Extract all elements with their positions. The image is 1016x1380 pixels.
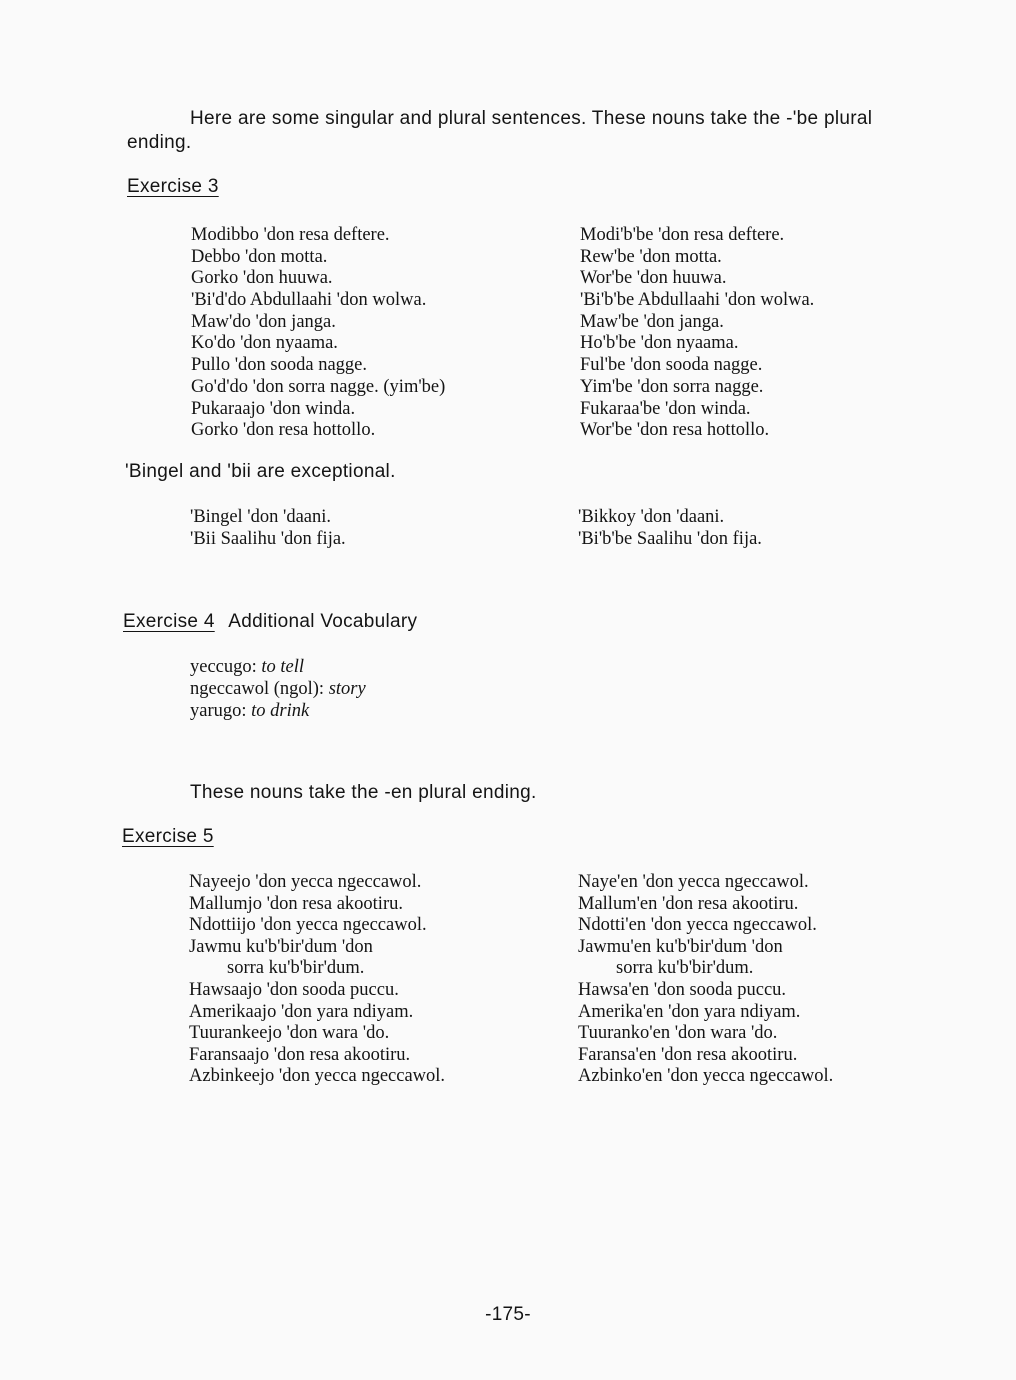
- sentence: 'Bii Saalihu 'don fija.: [190, 528, 346, 549]
- sentence: Ho'b'be 'don nyaama.: [580, 333, 739, 354]
- sentence: Go'd'do 'don sorra nagge. (yim'be): [191, 376, 446, 397]
- sentence: Amerikaajo 'don yara ndiyam.: [189, 1001, 414, 1022]
- sentence: Hawsaajo 'don sooda puccu.: [189, 979, 399, 1000]
- sentence: Azbinkeejo 'don yecca ngeccawol.: [189, 1066, 446, 1087]
- vocab-gloss: to drink: [251, 701, 310, 721]
- sentence: Jawmu ku'b'bir'dum 'don: [189, 936, 373, 957]
- page-number: -175-: [485, 1304, 531, 1325]
- sentence: 'Bi'b'be Saalihu 'don fija.: [578, 528, 762, 549]
- en-plural-note: These nouns take the -en plural ending.: [190, 782, 537, 803]
- sentence: Ko'do 'don nyaama.: [191, 333, 338, 354]
- vocab-item: [190, 656, 366, 678]
- sentence: Pullo 'don sooda nagge.: [191, 355, 367, 376]
- vocab-word: yarugo:: [190, 701, 247, 721]
- sentence: Gorko 'don huuwa.: [191, 268, 333, 289]
- exercise-5-singular-column: [189, 872, 445, 1088]
- sentence: Naye'en 'don yecca ngeccawol.: [578, 872, 809, 892]
- sentence: Modibbo 'don resa deftere.: [191, 225, 390, 245]
- exercise-3-heading: Exercise 3: [127, 176, 219, 197]
- exceptional-note: 'Bingel and 'bii are exceptional.: [125, 461, 396, 482]
- vocab-item: [190, 678, 366, 700]
- sentence: Maw'do 'don janga.: [191, 311, 336, 332]
- sentence: Mallumjo 'don resa akootiru.: [189, 893, 403, 914]
- sentence: 'Bi'b'be Abdullaahi 'don wolwa.: [580, 290, 815, 311]
- sentence: Rew'be 'don motta.: [580, 246, 722, 267]
- sentence: Wor'be 'don huuwa.: [580, 268, 727, 289]
- sentence: Faransa'en 'don resa akootiru.: [578, 1044, 798, 1065]
- sentence: 'Bi'd'do Abdullaahi 'don wolwa.: [191, 290, 427, 311]
- sentence: Wor'be 'don resa hottollo.: [580, 420, 770, 441]
- exceptional-plural-column: [578, 507, 762, 550]
- sentence: Mallum'en 'don resa akootiru.: [578, 893, 799, 914]
- vocab-item: [190, 700, 366, 722]
- vocab-word: ngeccawol (ngol):: [190, 679, 325, 699]
- sentence: 'Bikkoy 'don 'daani.: [578, 507, 725, 527]
- exercise-4-header: [123, 611, 417, 633]
- exercise-4-heading: Exercise 4: [123, 611, 215, 632]
- sentence: 'Bingel 'don 'daani.: [190, 507, 332, 527]
- exercise-5-plural-column: [578, 872, 833, 1088]
- sentence-continuation: sorra ku'b'bir'dum.: [227, 958, 365, 979]
- sentence: Faransaajo 'don resa akootiru.: [189, 1044, 411, 1065]
- intro-line-1: Here are some singular and plural sentences. These nouns take the -'be plural: [190, 108, 873, 129]
- exercise-4-subtitle: Additional Vocabulary: [228, 611, 418, 632]
- vocab-gloss: story: [328, 679, 366, 699]
- sentence: Yim'be 'don sorra nagge.: [580, 376, 764, 397]
- sentence: Hawsa'en 'don sooda puccu.: [578, 979, 787, 1000]
- sentence-continuation: sorra ku'b'bir'dum.: [616, 958, 754, 979]
- sentence: Jawmu'en ku'b'bir'dum 'don: [578, 936, 783, 957]
- sentence: Ful'be 'don sooda nagge.: [580, 355, 763, 376]
- sentence: Amerika'en 'don yara ndiyam.: [578, 1001, 801, 1022]
- sentence: Ndotti'en 'don yecca ngeccawol.: [578, 915, 817, 936]
- sentence: Gorko 'don resa hottollo.: [191, 420, 376, 441]
- sentence: Ndottiijo 'don yecca ngeccawol.: [189, 915, 427, 936]
- exercise-5-heading: Exercise 5: [122, 826, 214, 847]
- exceptional-singular-column: [190, 507, 346, 550]
- sentence: Nayeejo 'don yecca ngeccawol.: [189, 872, 422, 892]
- sentence: Debbo 'don motta.: [191, 246, 328, 267]
- sentence: Pukaraajo 'don winda.: [191, 398, 356, 419]
- sentence: Maw'be 'don janga.: [580, 311, 724, 332]
- sentence: Fukaraa'be 'don winda.: [580, 398, 751, 419]
- vocab-gloss: to tell: [261, 657, 305, 677]
- vocab-word: yeccugo:: [190, 657, 257, 677]
- sentence: Azbinko'en 'don yecca ngeccawol.: [578, 1066, 834, 1087]
- vocabulary-list: [190, 656, 366, 722]
- intro-line-2: ending.: [127, 132, 192, 153]
- exercise-3-plural-column: [580, 225, 814, 442]
- sentence: Modi'b'be 'don resa deftere.: [580, 225, 785, 245]
- sentence: Tuurankeejo 'don wara 'do.: [189, 1023, 390, 1044]
- exercise-3-singular-column: [191, 225, 445, 442]
- sentence: Tuuranko'en 'don wara 'do.: [578, 1023, 778, 1044]
